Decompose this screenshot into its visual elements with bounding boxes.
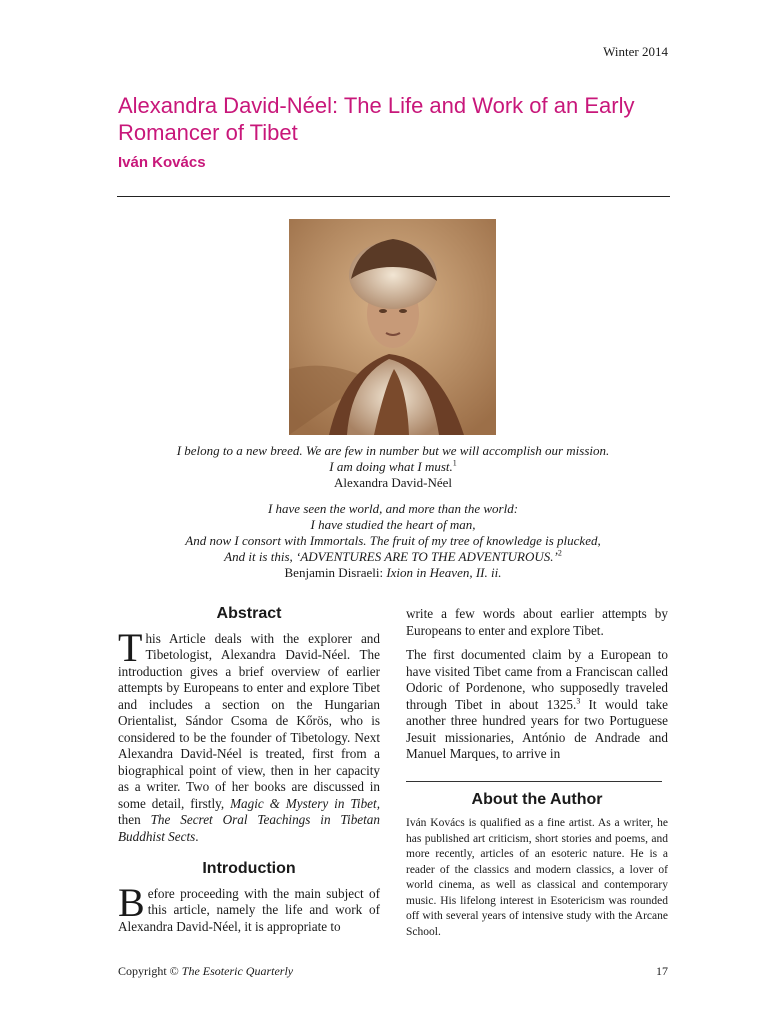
introduction-paragraph: Before proceeding with the main subject of this article, namely the life and work of Alexandra David-Néel, it is appropriate to <box>118 879 380 934</box>
epigraph-line: And it is this, ‘ADVENTURES ARE TO THE ADVENTUROUS.’$^2$ <box>224 548 562 564</box>
drop-cap: T <box>118 624 143 670</box>
footnote-marker: 3 <box>576 696 581 706</box>
portrait-photo <box>289 219 496 435</box>
footnote-marker: 1 <box>452 458 457 468</box>
introduction-heading: Introduction <box>202 860 296 877</box>
abstract-paragraph: This Article deals with the explorer and Tibetologist, Alexandra David-Néel. The introduction gives a brief overview of earlier attempts by Europeans to enter and explore Tibet and includes a section on the Hungarian Orientalist, Sándor Csoma de Kőrös, who is considered to be the founder of Tibetology. Next Alexandra David-Néel is treated, first from a biographical point of view, then in her capacity as a writer. Two of her books are discussed in some detail, firstly, Magic & Mystery in Tibet, then The Secret Oral Teachings in Tibetan Buddhist Sects. <box>118 624 380 844</box>
page-number: 17 <box>656 964 668 978</box>
footer-copyright: Copyright © The Esoteric Quarterly <box>118 964 294 978</box>
epigraph-disraeli <box>118 501 668 581</box>
body-paragraph: The first documented claim by a European to have visited Tibet came from a Franciscan called Odoric of Pordenone, who supposedly traveled through Tibet in about 1325.$^3$ It would take another three hundred years for two Portuguese Jesuit missionaries, António de Andrade and Manuel Marques, to arrive in <box>406 647 668 761</box>
abstract-heading: Abstract <box>216 605 282 622</box>
epigraph-attribution: Benjamin Disraeli: Ixion in Heaven, II. ii. <box>284 565 502 580</box>
epigraph-line: And now I consort with Immortals. The fruit of my tree of knowledge is plucked, <box>185 533 601 548</box>
drop-cap: B <box>118 879 145 925</box>
about-author-heading: About the Author <box>471 790 603 808</box>
footnote-marker: 2 <box>557 548 562 558</box>
epigraph-david-neel <box>118 443 668 491</box>
author-name: Iván Kovács <box>118 154 206 171</box>
body-paragraph: write a few words about earlier attempts by Europeans to enter and explore Tibet. <box>406 606 668 638</box>
title-divider <box>117 196 670 197</box>
section-divider <box>406 781 662 782</box>
journal-name: The Esoteric Quarterly <box>181 964 294 978</box>
right-column <box>406 606 668 948</box>
issue-date: Winter 2014 <box>603 44 668 59</box>
article-title: Alexandra David-Néel: The Life and Work of an Early Romancer of Tibet <box>118 93 635 145</box>
epigraph-attribution: Alexandra David-Néel <box>333 475 453 490</box>
epigraph-line: I have seen the world, and more than the world: <box>267 501 519 516</box>
epigraph-line: I am doing what I must.$^1$ <box>329 458 457 474</box>
epigraph-line: I have studied the heart of man, <box>310 517 476 532</box>
epigraph-line: I belong to a new breed. We are few in number but we will accomplish our mission. <box>176 443 610 458</box>
about-author-paragraph: Iván Kovács is qualified as a fine artist. As a writer, he has published art criticism, short stories and poems, and more recently, articles of an esoteric nature. He is a reader of the classics and modern classics, a lover of world cinema, as well as classical and contemporary music. His lifelong interest in Esotericism was rounded off with several years of intensive study with the Arcane School. <box>406 817 668 938</box>
left-column <box>118 606 380 943</box>
